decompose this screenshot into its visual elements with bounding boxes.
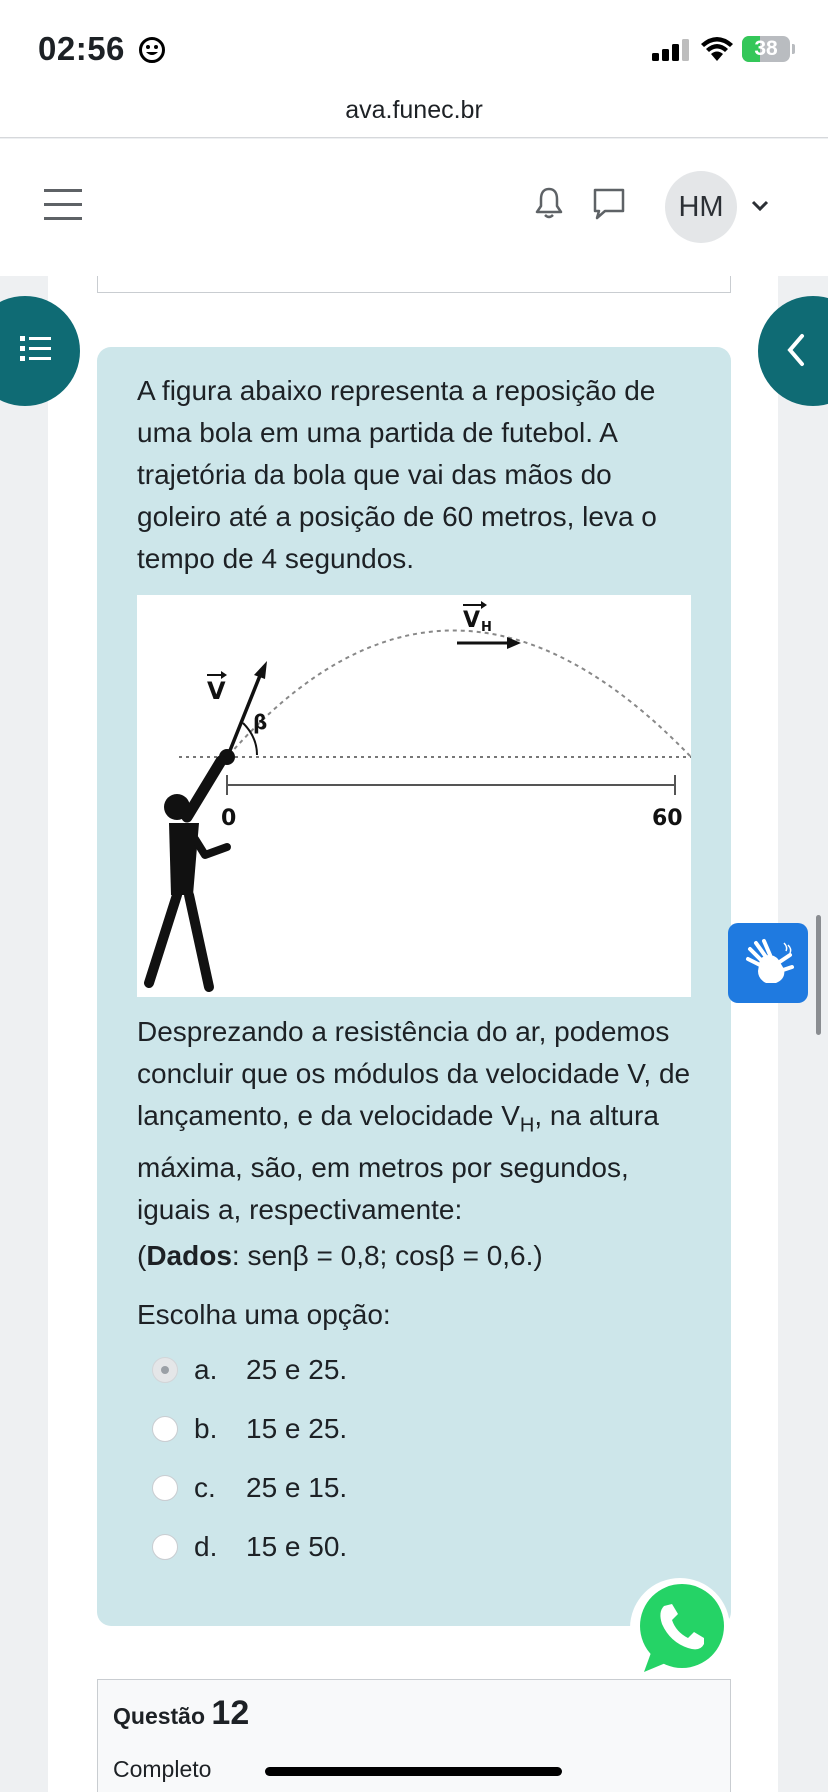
url-text[interactable]: ava.funec.br [345,96,483,124]
hamburger-icon[interactable] [44,189,82,231]
question-figure [137,595,691,997]
radio-option-d[interactable] [152,1534,178,1560]
previous-question-card [97,276,731,293]
site-navbar [0,139,828,276]
vlibras-accessibility-button[interactable] [728,923,808,1003]
option-letter: c. [194,1472,216,1503]
whatsapp-icon[interactable] [628,1576,732,1680]
figure-label-end: 60 [652,806,683,831]
answer-option-d[interactable] [152,1525,552,1569]
option-letter: d. [194,1531,218,1562]
figure-label-beta: β [253,710,268,734]
choose-option-label: Escolha uma opção: [137,1299,391,1330]
cellular-signal-icon [652,38,690,62]
figure-label-vh-sub: H [481,620,492,635]
option-text: 25 e 15. [246,1472,348,1503]
data-open-paren: ( [137,1240,147,1271]
status-bar [0,0,828,92]
page-scrollbar[interactable] [816,915,821,1035]
wifi-icon [700,36,734,62]
bell-icon[interactable] [534,186,564,220]
smiley-icon [138,36,166,64]
chevron-down-icon[interactable] [750,199,770,213]
question-prompt-text [137,1011,697,1231]
option-letter: a. [194,1354,218,1385]
list-icon [20,333,54,363]
figure-label-vh: V [463,608,481,633]
home-indicator [265,1767,562,1776]
battery-percent: 38 [754,37,778,60]
sign-language-icon [740,935,796,991]
question-word: Questão [113,1703,206,1729]
browser-url-bar[interactable] [0,92,828,138]
question-prompt-part-b: , na altura máxima, são, em metros por segundos, iguais a, respectivamente: [137,1100,659,1225]
question-data [137,1235,543,1277]
status-time: 02:56 [38,30,125,67]
option-text: 25 e 25. [246,1354,348,1385]
battery-cap [792,44,795,54]
question-formulation [97,347,731,1626]
radio-option-b[interactable] [152,1416,178,1442]
question-status: Completo [113,1756,212,1782]
radio-option-c[interactable] [152,1475,178,1501]
question-prompt-part-a: Desprezando a resistência do ar, podemos concluir que os módulos da velocidade V, de lançamento, e da velocidade V [137,1016,691,1131]
figure-label-v: V [207,677,226,705]
user-avatar[interactable]: HM [665,171,737,243]
answer-option-a[interactable] [152,1348,552,1392]
data-values: : senβ = 0,8; cosβ = 0,6.) [231,1240,543,1271]
figure-label-origin: 0 [221,806,237,831]
option-text: 15 e 50. [246,1531,348,1562]
battery-indicator [742,36,790,62]
option-text: 15 e 25. [246,1413,348,1444]
answer-option-b[interactable] [152,1407,552,1451]
answer-option-c[interactable] [152,1466,552,1510]
question-prompt-subscript: H [519,1114,535,1137]
projectile-diagram [137,595,691,997]
question-number-label [113,1694,249,1733]
option-letter: b. [194,1413,218,1444]
question-intro-text: A figura abaixo representa a reposição de uma bola em uma partida de futebol. A trajetória da bola que vai das mãos do goleiro até a posição de 60 metros, leva o tempo de 4 segundos. [137,375,657,574]
radio-option-a[interactable] [152,1357,178,1383]
chevron-left-icon [784,332,808,368]
question-number: 12 [211,1694,250,1732]
chat-icon[interactable] [592,187,626,221]
data-label: Dados [146,1240,232,1271]
